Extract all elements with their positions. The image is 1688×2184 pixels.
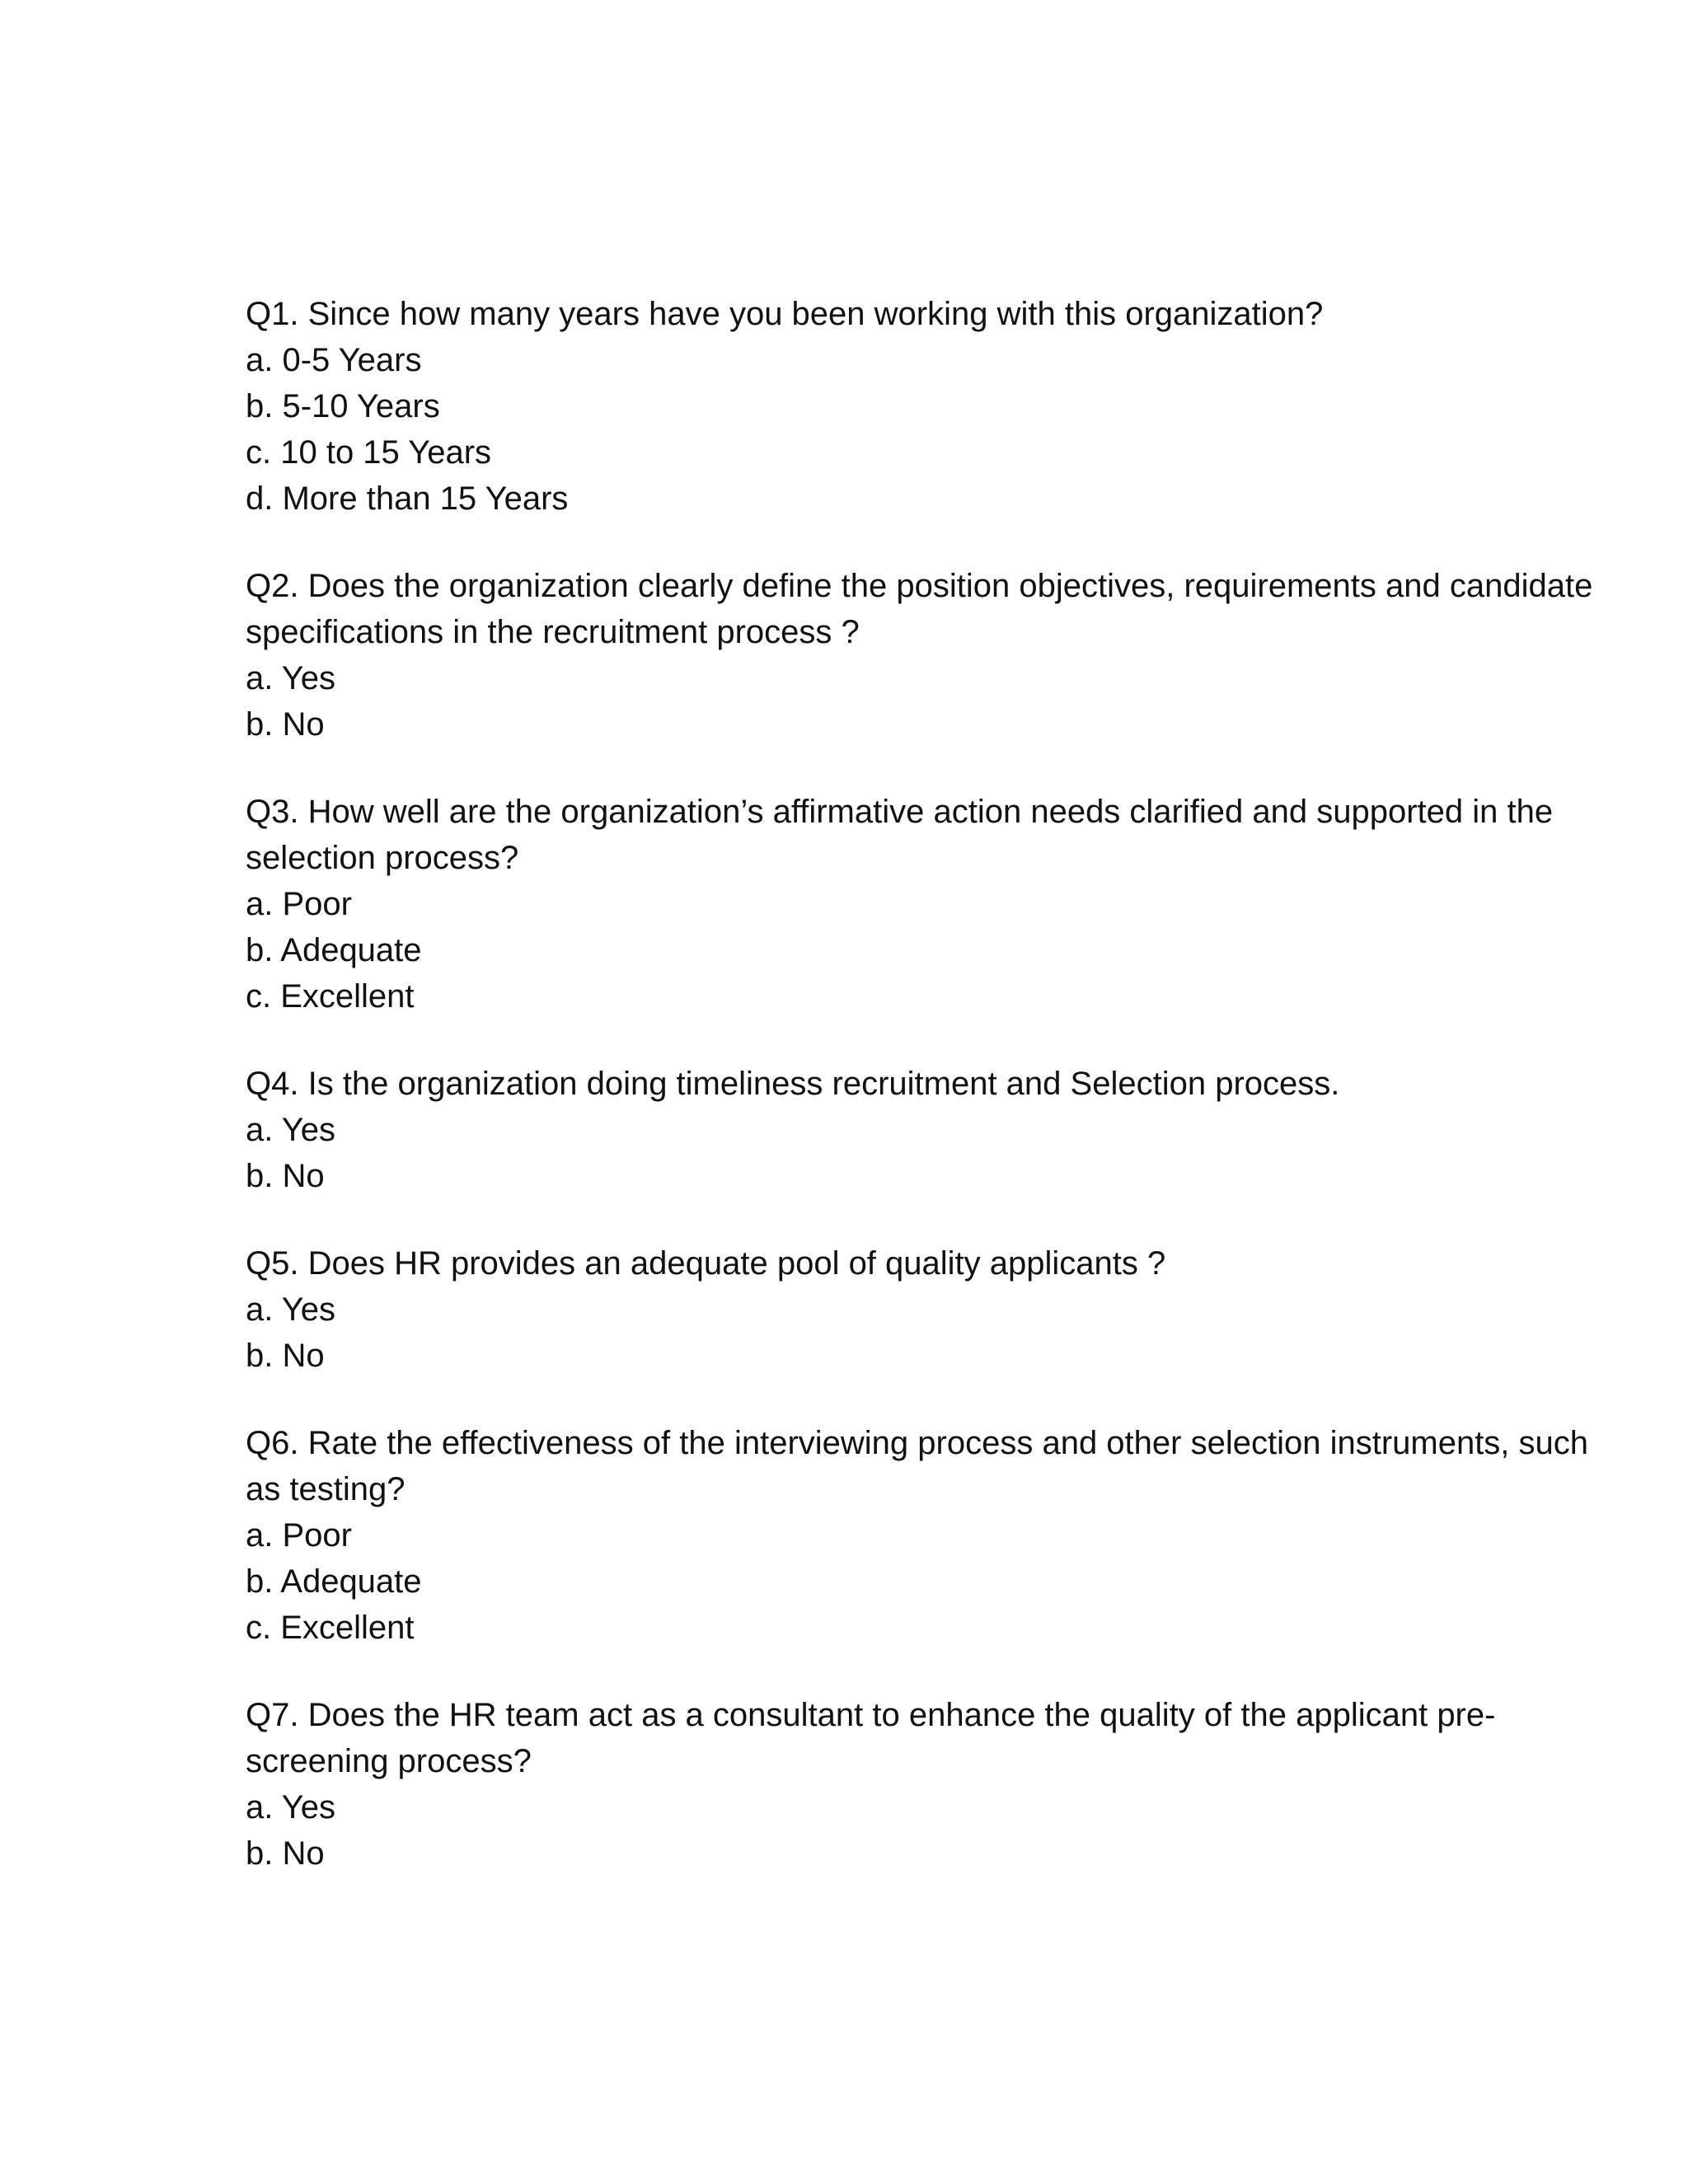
question-text: Q6. Rate the effectiveness of the interviewing process and other selection instruments, such as testing?: [246, 1425, 1589, 1507]
option-item: b. No: [246, 1158, 325, 1194]
option-item: d. More than 15 Years: [246, 480, 569, 517]
question-text: Q5. Does HR provides an adequate pool of quality applicants ?: [246, 1245, 1166, 1282]
question-block-q1: [246, 291, 1614, 522]
option-item: b. 5-10 Years: [246, 388, 440, 424]
question-text: Q2. Does the organization clearly define the position objectives, requirements and candidate specifications in the recruitment process ?: [246, 568, 1593, 650]
question-block-q6: [246, 1420, 1614, 1651]
option-item: b. Adequate: [246, 932, 422, 968]
question-text: Q1. Since how many years have you been working with this organization?: [246, 296, 1324, 332]
option-item: a. Yes: [246, 1789, 336, 1825]
option-list: [246, 1512, 1614, 1651]
option-list: [246, 337, 1614, 522]
option-item: b. Adequate: [246, 1563, 422, 1600]
question-text: Q3. How well are the organization’s affirmative action needs clarified and supported in the selection process?: [246, 794, 1554, 876]
option-item: b. No: [246, 706, 325, 743]
question-block-q4: [246, 1061, 1614, 1199]
option-list: [246, 655, 1614, 748]
option-list: [246, 1784, 1614, 1877]
option-item: a. Poor: [246, 1517, 352, 1554]
option-item: c. 10 to 15 Years: [246, 434, 492, 471]
option-item: b. No: [246, 1835, 325, 1872]
question-block-q5: [246, 1240, 1614, 1379]
option-item: a. Yes: [246, 1112, 336, 1148]
questionnaire: [246, 291, 1614, 1918]
option-item: a. Yes: [246, 660, 336, 696]
option-item: a. 0-5 Years: [246, 342, 422, 378]
option-list: [246, 1107, 1614, 1199]
question-block-q3: [246, 789, 1614, 1019]
option-item: c. Excellent: [246, 978, 415, 1015]
option-item: a. Yes: [246, 1291, 336, 1328]
option-item: c. Excellent: [246, 1610, 415, 1646]
question-block-q7: [246, 1692, 1614, 1877]
option-item: a. Poor: [246, 886, 352, 922]
question-text: Q4. Is the organization doing timeliness recruitment and Selection process.: [246, 1066, 1340, 1102]
question-block-q2: [246, 563, 1614, 748]
question-text: Q7. Does the HR team act as a consultant to enhance the quality of the applicant pre-screening process?: [246, 1697, 1496, 1779]
option-list: [246, 1286, 1614, 1379]
option-item: b. No: [246, 1338, 325, 1374]
option-list: [246, 881, 1614, 1019]
